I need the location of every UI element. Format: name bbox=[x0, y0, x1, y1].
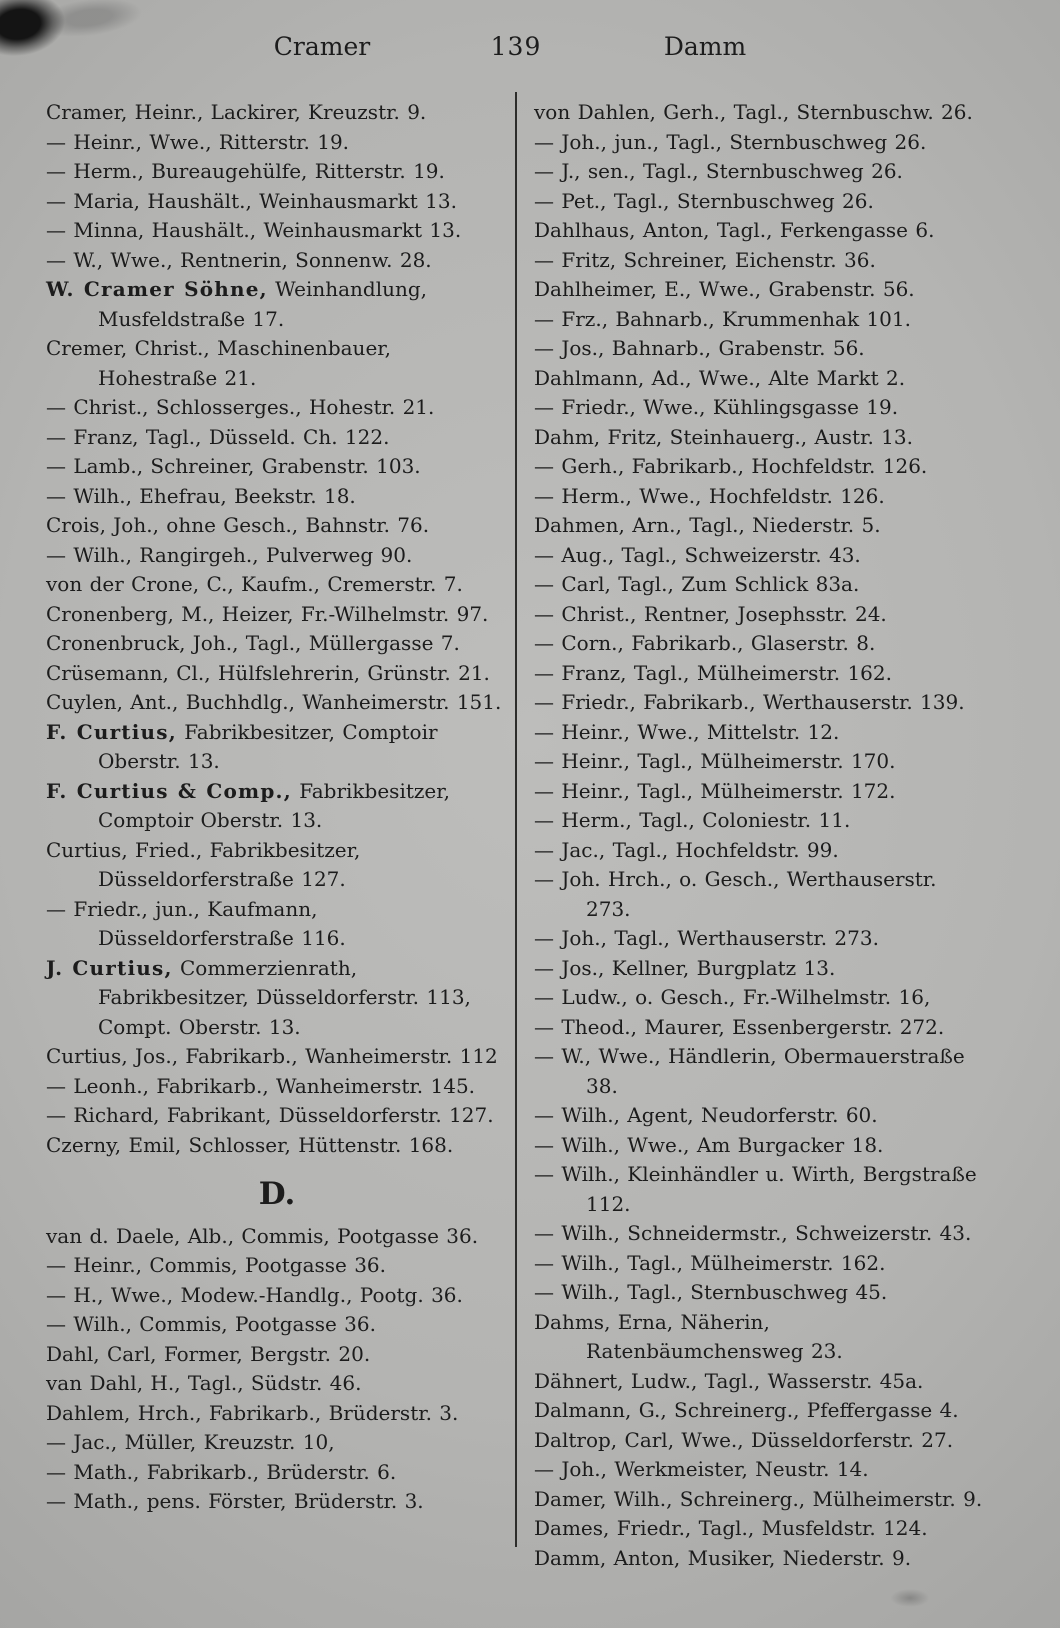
directory-entry: — Wilh., Wwe., Am Burgacker 18. bbox=[534, 1132, 884, 1157]
directory-entry: — Carl, Tagl., Zum Schlick 83a. bbox=[534, 572, 860, 596]
directory-entry: W. Cramer Söhne, Weinhandlung, Musfeldstraße 17. bbox=[46, 277, 428, 331]
directory-entry: — Corn., Fabrikarb., Glaserstr. 8. bbox=[534, 631, 876, 655]
directory-entry: Cremer, Christ., Maschinenbauer, Hohestraße 21. bbox=[46, 336, 391, 390]
directory-entry: — Heinr., Wwe., Mittelstr. 12. bbox=[534, 719, 840, 744]
pencil-mark bbox=[880, 1578, 940, 1618]
directory-entry: Dahlhaus, Anton, Tagl., Ferkengasse 6. bbox=[534, 218, 935, 242]
directory-entry: — Wilh., Tagl., Sternbuschweg 45. bbox=[534, 1280, 888, 1304]
directory-entry: — Heinr., Wwe., Ritterstr. 19. bbox=[46, 129, 350, 154]
firm-name: W. Cramer Söhne, bbox=[46, 277, 268, 301]
directory-entry: — Jac., Müller, Kreuzstr. 10, bbox=[46, 1430, 335, 1454]
header-keyword-left: Cramer bbox=[273, 32, 371, 61]
directory-entry: Dähnert, Ludw., Tagl., Wasserstr. 45a. bbox=[534, 1368, 924, 1393]
directory-entry: — Joh., Tagl., Werthauserstr. 273. bbox=[534, 926, 879, 950]
directory-entry: — Friedr., Wwe., Kühlingsgasse 19. bbox=[534, 395, 899, 419]
directory-entry: — Math., Fabrikarb., Brüderstr. 6. bbox=[46, 1459, 397, 1484]
directory-entry: — Theod., Maurer, Essenbergerstr. 272. bbox=[534, 1014, 945, 1039]
directory-entry: — Franz, Tagl., Düsseld. Ch. 122. bbox=[46, 424, 390, 449]
directory-entry: Curtius, Fried., Fabrikbesitzer, Düsseldorferstraße 127. bbox=[46, 837, 361, 891]
directory-entry: — Wilh., Tagl., Mülheimerstr. 162. bbox=[534, 1250, 886, 1275]
directory-entry: Dahl, Carl, Former, Bergstr. 20. bbox=[46, 1341, 371, 1366]
directory-entry: — H., Wwe., Modew.-Handlg., Pootg. 36. bbox=[46, 1282, 463, 1307]
directory-entry: Cuylen, Ant., Buchhdlg., Wanheimerstr. 151. bbox=[46, 690, 502, 714]
directory-entry: — Richard, Fabrikant, Düsseldorferstr. 127. bbox=[46, 1103, 494, 1127]
directory-entry: F. Curtius, Fabrikbesitzer, Comptoir Oberstr. 13. bbox=[46, 719, 438, 773]
directory-entry: — W., Wwe., Rentnerin, Sonnenw. 28. bbox=[46, 247, 432, 272]
directory-entry: van Dahl, H., Tagl., Südstr. 46. bbox=[46, 1371, 362, 1395]
directory-entry: — Wilh., Rangirgeh., Pulverweg 90. bbox=[46, 542, 413, 567]
directory-entry: — Fritz, Schreiner, Eichenstr. 36. bbox=[534, 247, 876, 272]
directory-entry: — Heinr., Commis, Pootgasse 36. bbox=[46, 1253, 387, 1277]
directory-entry: Dahmen, Arn., Tagl., Niederstr. 5. bbox=[534, 513, 881, 537]
directory-entry: — Herm., Wwe., Hochfeldstr. 126. bbox=[534, 483, 885, 508]
directory-entry: — Christ., Rentner, Josephsstr. 24. bbox=[534, 601, 887, 626]
directory-entry: Dahms, Erna, Näherin, Ratenbäumchensweg 23. bbox=[534, 1309, 843, 1363]
firm-name: J. Curtius, bbox=[46, 955, 173, 980]
directory-entry: van d. Daele, Alb., Commis, Pootgasse 36. bbox=[46, 1223, 479, 1248]
directory-entry: Czerny, Emil, Schlosser, Hüttenstr. 168. bbox=[46, 1132, 454, 1157]
directory-entry: Dames, Friedr., Tagl., Musfeldstr. 124. bbox=[534, 1516, 928, 1540]
directory-entry: Crois, Joh., ohne Gesch., Bahnstr. 76. bbox=[46, 513, 430, 537]
directory-entry: Crüsemann, Cl., Hülfslehrerin, Grünstr. 21. bbox=[46, 660, 490, 685]
directory-entry: Daltrop, Carl, Wwe., Düsseldorferstr. 27. bbox=[534, 1427, 954, 1452]
header-keyword-right: Damm bbox=[663, 32, 747, 61]
directory-entry: — Jos., Kellner, Burgplatz 13. bbox=[534, 955, 836, 980]
directory-entry: Cronenbruck, Joh., Tagl., Müllergasse 7. bbox=[46, 631, 460, 655]
directory-entry: — Wilh., Kleinhändler u. Wirth, Bergstraße 112. bbox=[534, 1162, 977, 1216]
directory-entry: — Herm., Tagl., Coloniestr. 11. bbox=[534, 808, 851, 832]
directory-entry: — Friedr., jun., Kaufmann, Düsseldorferstraße 116. bbox=[46, 896, 346, 950]
directory-entry: — Wilh., Ehefrau, Beekstr. 18. bbox=[46, 483, 356, 508]
directory-entry: — W., Wwe., Händlerin, Obermauerstraße 38. bbox=[534, 1044, 965, 1098]
directory-entry: — Joh. Hrch., o. Gesch., Werthauserstr. 273. bbox=[534, 867, 937, 921]
directory-entry: — Friedr., Fabrikarb., Werthauserstr. 139. bbox=[534, 690, 965, 714]
directory-entry: — Lamb., Schreiner, Grabenstr. 103. bbox=[46, 454, 421, 478]
directory-entry: Dahlem, Hrch., Fabrikarb., Brüderstr. 3. bbox=[46, 1400, 459, 1425]
directory-entry: — Aug., Tagl., Schweizerstr. 43. bbox=[534, 542, 861, 567]
directory-entry: — Wilh., Schneidermstr., Schweizerstr. 43. bbox=[534, 1221, 972, 1245]
directory-entry: von der Crone, C., Kaufm., Cremerstr. 7. bbox=[46, 572, 463, 596]
directory-entry: Cramer, Heinr., Lackirer, Kreuzstr. 9. bbox=[46, 100, 427, 124]
directory-entry: — Pet., Tagl., Sternbuschweg 26. bbox=[534, 188, 874, 213]
directory-entry: — Wilh., Commis, Pootgasse 36. bbox=[46, 1312, 376, 1336]
directory-entry: Dahm, Fritz, Steinhauerg., Austr. 13. bbox=[534, 424, 913, 449]
directory-entry: Dahlmann, Ad., Wwe., Alte Markt 2. bbox=[534, 365, 906, 390]
section-heading: D. bbox=[258, 1176, 296, 1212]
page-header bbox=[0, 32, 1060, 66]
directory-entry: F. Curtius & Comp., Fabrikbesitzer, Comptoir Oberstr. 13. bbox=[46, 778, 450, 832]
left-column bbox=[46, 98, 508, 1517]
directory-entry: — Herm., Bureaugehülfe, Ritterstr. 19. bbox=[46, 159, 445, 183]
right-column bbox=[534, 98, 986, 1573]
directory-entry: Curtius, Jos., Fabrikarb., Wanheimerstr. 112 bbox=[46, 1044, 498, 1068]
directory-entry: — Frz., Bahnarb., Krummenhak 101. bbox=[534, 306, 911, 331]
directory-entry: — Maria, Haushält., Weinhausmarkt 13. bbox=[46, 188, 457, 213]
firm-name: F. Curtius & Comp., bbox=[46, 778, 292, 803]
directory-entry: — Heinr., Tagl., Mülheimerstr. 172. bbox=[534, 778, 896, 803]
directory-entry: J. Curtius, Commerzienrath, Fabrikbesitzer, Düsseldorferstr. 113, Compt. Oberstr. 13. bbox=[46, 955, 471, 1039]
directory-entry: Dahlheimer, E., Wwe., Grabenstr. 56. bbox=[534, 277, 915, 301]
directory-entry: Damer, Wilh., Schreinerg., Mülheimerstr. 9. bbox=[534, 1486, 983, 1511]
directory-entry: — Jac., Tagl., Hochfeldstr. 99. bbox=[534, 837, 839, 862]
directory-entry: von Dahlen, Gerh., Tagl., Sternbuschw. 26. bbox=[534, 100, 973, 124]
directory-entry: — Gerh., Fabrikarb., Hochfeldstr. 126. bbox=[534, 454, 928, 478]
directory-entry: — Leonh., Fabrikarb., Wanheimerstr. 145. bbox=[46, 1073, 476, 1098]
column-divider bbox=[515, 92, 517, 1547]
directory-entry: — Heinr., Tagl., Mülheimerstr. 170. bbox=[534, 749, 896, 773]
directory-entry: — Franz, Tagl., Mülheimerstr. 162. bbox=[534, 660, 892, 685]
page-number: 139 bbox=[490, 32, 542, 61]
directory-entry: — Joh., jun., Tagl., Sternbuschweg 26. bbox=[534, 129, 927, 154]
directory-entry: — Minna, Haushält., Weinhausmarkt 13. bbox=[46, 218, 462, 242]
directory-entry: — Christ., Schlosserges., Hohestr. 21. bbox=[46, 395, 435, 419]
directory-entry: — Wilh., Agent, Neudorferstr. 60. bbox=[534, 1103, 878, 1127]
directory-entry: — Joh., Werkmeister, Neustr. 14. bbox=[534, 1457, 869, 1481]
directory-entry: Dalmann, G., Schreinerg., Pfeffergasse 4. bbox=[534, 1398, 959, 1422]
directory-entry: — Math., pens. Förster, Brüderstr. 3. bbox=[46, 1489, 424, 1513]
directory-entry: Cronenberg, M., Heizer, Fr.-Wilhelmstr. 97. bbox=[46, 601, 489, 626]
directory-entry: — Ludw., o. Gesch., Fr.-Wilhelmstr. 16, bbox=[534, 985, 931, 1009]
firm-name: F. Curtius, bbox=[46, 719, 177, 744]
directory-entry: — Jos., Bahnarb., Grabenstr. 56. bbox=[534, 336, 865, 360]
directory-entry: — J., sen., Tagl., Sternbuschweg 26. bbox=[534, 159, 903, 183]
directory-entry: Damm, Anton, Musiker, Niederstr. 9. bbox=[534, 1545, 912, 1570]
